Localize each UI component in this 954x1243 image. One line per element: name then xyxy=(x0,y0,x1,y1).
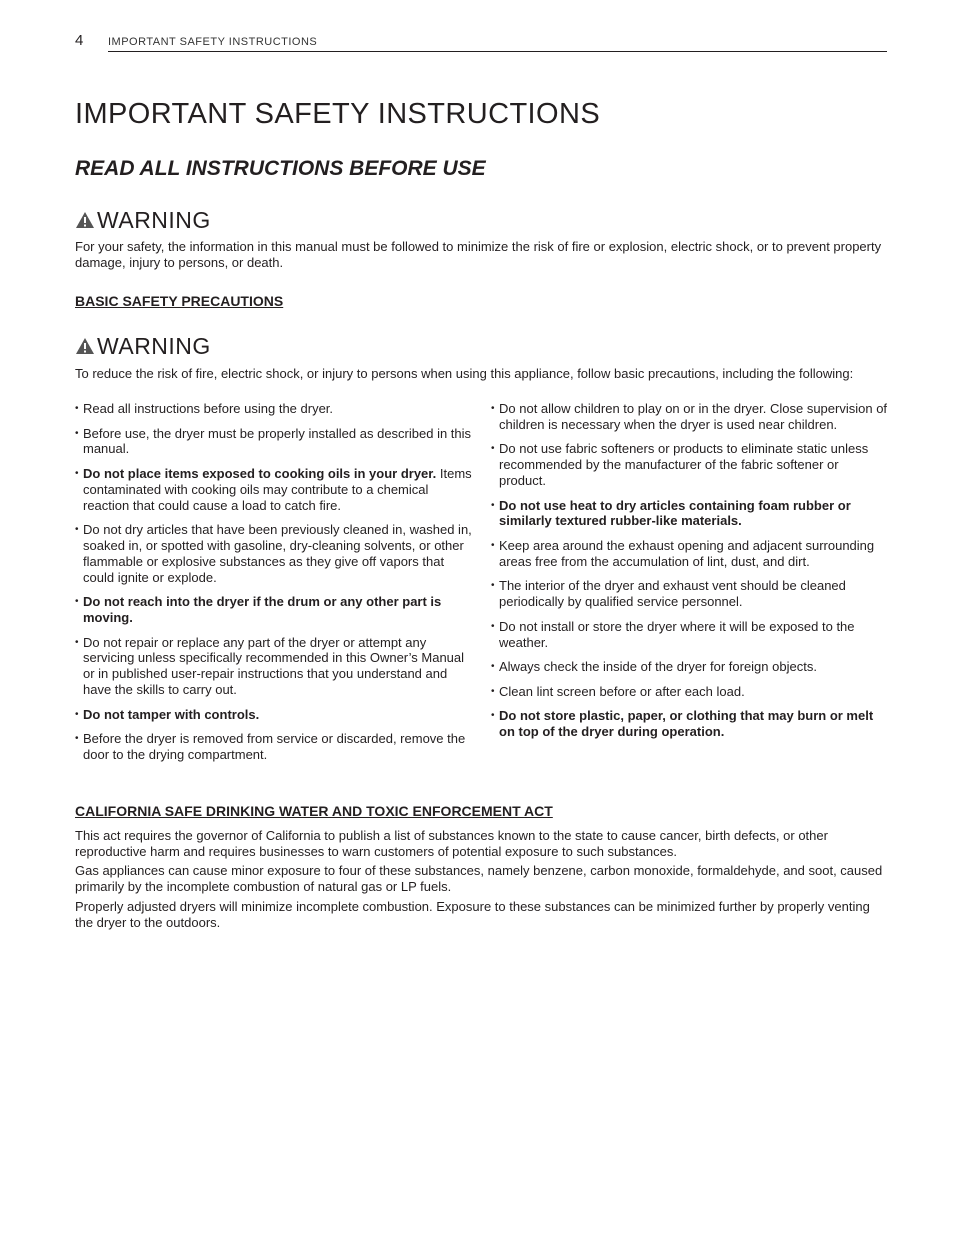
page-number: 4 xyxy=(75,32,84,49)
list-item: • Do not place items exposed to cooking oils in your dryer. Items contaminated with cooking oils may contribute to a chemical reaction that could cause a load to catch fire. xyxy=(75,466,473,513)
warning-triangle-icon xyxy=(75,211,95,229)
basic-safety-heading: BASIC SAFETY PRECAUTIONS xyxy=(75,293,284,309)
warning-heading-2 xyxy=(75,333,211,359)
warning-text-2: To reduce the risk of fire, electric shock, or injury to persons when using this appliance, follow basic precautions, including the following: xyxy=(75,366,854,381)
precautions-left-column xyxy=(75,401,473,772)
warning-label: WARNING xyxy=(97,206,211,233)
list-item: • Do not store plastic, paper, or clothing that may burn or melt on top of the dryer during operation. xyxy=(491,708,889,740)
california-act-heading: CALIFORNIA SAFE DRINKING WATER AND TOXIC ENFORCEMENT ACT xyxy=(75,803,553,819)
list-item: • Do not use heat to dry articles containing foam rubber or similarly textured rubber-like materials. xyxy=(491,498,889,530)
list-item: • Do not use fabric softeners or products to eliminate static unless recommended by the manufacturer of the fabric softener or product. xyxy=(491,441,889,488)
list-item: • Clean lint screen before or after each load. xyxy=(491,684,889,700)
header-rule xyxy=(108,51,887,52)
page-header xyxy=(75,30,887,53)
page-title: IMPORTANT SAFETY INSTRUCTIONS xyxy=(75,98,601,130)
running-title: IMPORTANT SAFETY INSTRUCTIONS xyxy=(108,36,318,48)
california-paragraph-1: This act requires the governor of California to publish a list of substances known to the state to cause cancer, birth defects, or other reproductive harm and requires businesses to warn customers of potential exposure to such substances. xyxy=(75,828,828,859)
list-item: • Do not reach into the dryer if the drum or any other part is moving. xyxy=(75,594,473,626)
warning-heading-1 xyxy=(75,207,211,233)
list-item: • Read all instructions before using the dryer. xyxy=(75,401,473,417)
precautions-right-column xyxy=(491,401,889,749)
list-item: • Do not install or store the dryer where it will be exposed to the weather. xyxy=(491,619,889,651)
list-item: • Do not repair or replace any part of the dryer or attempt any servicing unless specifically recommended in this Owner’s Manual or in published user-repair instructions that you understand and have the skills to carry out. xyxy=(75,635,473,698)
list-item: • Do not dry articles that have been previously cleaned in, washed in, soaked in, or spotted with gasoline, dry-cleaning solvents, or other flammable or explosive substances as they give off vapors that could ignite or explode. xyxy=(75,522,473,585)
list-item: • The interior of the dryer and exhaust vent should be cleaned periodically by qualified service personnel. xyxy=(491,578,889,610)
list-item: • Always check the inside of the dryer for foreign objects. xyxy=(491,659,889,675)
list-item: • Before the dryer is removed from service or discarded, remove the door to the drying compartment. xyxy=(75,731,473,763)
list-item: • Before use, the dryer must be properly installed as described in this manual. xyxy=(75,426,473,458)
warning-triangle-icon xyxy=(75,337,95,355)
california-paragraph-3: Properly adjusted dryers will minimize incomplete combustion. Exposure to these substances can be minimized further by properly venting the dryer to the outdoors. xyxy=(75,899,870,930)
list-item: • Do not allow children to play on or in the dryer. Close supervision of children is necessary when the dryer is used near children. xyxy=(491,401,889,433)
warning-text-1: For your safety, the information in this manual must be followed to minimize the risk of fire or explosion, electric shock, or to prevent property damage, injury to persons, or death. xyxy=(75,239,882,270)
warning-label: WARNING xyxy=(97,332,211,359)
list-item: • Keep area around the exhaust opening and adjacent surrounding areas free from the accumulation of lint, dust, and dirt. xyxy=(491,538,889,570)
list-item: • Do not tamper with controls. xyxy=(75,707,473,723)
subtitle: READ ALL INSTRUCTIONS BEFORE USE xyxy=(75,157,486,180)
california-paragraph-2: Gas appliances can cause minor exposure to four of these substances, namely benzene, carbon monoxide, formaldehyde, and soot, caused primarily by the incomplete combustion of natural gas or LP fuels. xyxy=(75,863,883,894)
